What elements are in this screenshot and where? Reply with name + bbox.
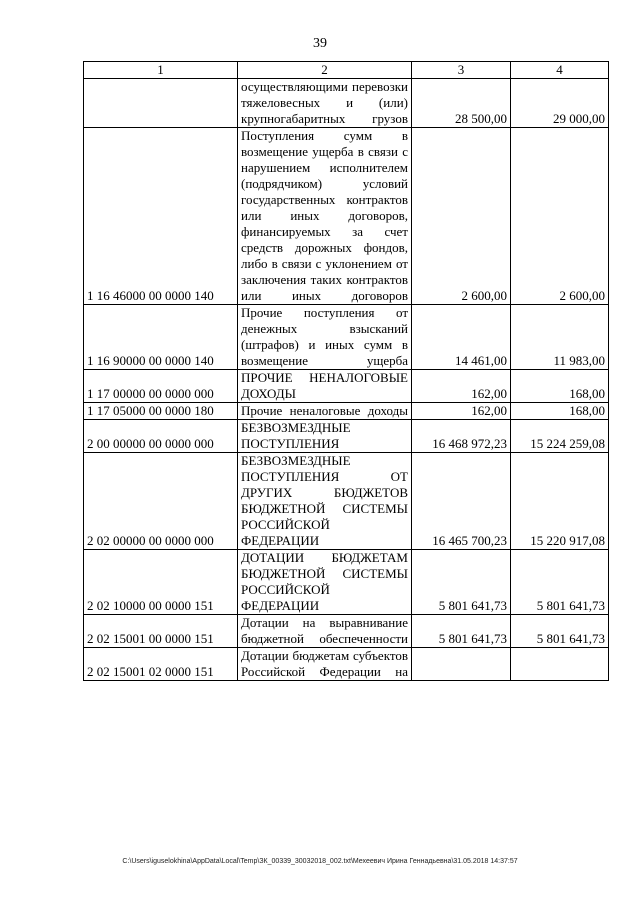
amount-col4: 5 801 641,73 <box>511 550 609 615</box>
amount-col3 <box>412 648 511 681</box>
page-number: 39 <box>313 36 327 51</box>
amount-col3: 28 500,00 <box>412 79 511 128</box>
column-header: 1 <box>84 62 238 79</box>
amount-col3: 162,00 <box>412 403 511 420</box>
budget-code: 2 02 15001 00 0000 151 <box>84 615 238 648</box>
budget-code: 2 02 00000 00 0000 000 <box>84 453 238 550</box>
amount-col3: 162,00 <box>412 370 511 403</box>
amount-col4: 11 983,00 <box>511 305 609 370</box>
column-number-row <box>84 62 609 79</box>
income-name: Дотации бюджетам субъектов Российской Федерации на <box>238 648 412 681</box>
income-name: ДОТАЦИИ БЮДЖЕТАМ БЮДЖЕТНОЙ СИСТЕМЫ РОССИЙСКОЙ ФЕДЕРАЦИИ <box>238 550 412 615</box>
amount-col4: 5 801 641,73 <box>511 615 609 648</box>
amount-col4: 168,00 <box>511 403 609 420</box>
table-row <box>84 370 609 403</box>
budget-code: 1 17 00000 00 0000 000 <box>84 370 238 403</box>
table-row <box>84 550 609 615</box>
budget-code: 2 02 15001 02 0000 151 <box>84 648 238 681</box>
income-name: Поступления сумм в возмещение ущерба в связи с нарушением исполнителем (подрядчиком) условий государственных контрактов или иных договоров, финансируемых за счет средств дорожных фондов, либо в связи с уклонением от заключения таких контрактов или иных договоров <box>238 128 412 305</box>
table-row <box>84 648 609 681</box>
column-header: 4 <box>511 62 609 79</box>
income-name: БЕЗВОЗМЕЗДНЫЕ ПОСТУПЛЕНИЯ <box>238 420 412 453</box>
amount-col3: 16 465 700,23 <box>412 453 511 550</box>
budget-code: 2 02 10000 00 0000 151 <box>84 550 238 615</box>
amount-col3: 14 461,00 <box>412 305 511 370</box>
amount-col4: 29 000,00 <box>511 79 609 128</box>
table-row <box>84 128 609 305</box>
budget-table <box>83 61 609 681</box>
table-row <box>84 615 609 648</box>
budget-code: 1 17 05000 00 0000 180 <box>84 403 238 420</box>
amount-col4: 15 220 917,08 <box>511 453 609 550</box>
budget-code: 2 00 00000 00 0000 000 <box>84 420 238 453</box>
amount-col4 <box>511 648 609 681</box>
amount-col4: 2 600,00 <box>511 128 609 305</box>
amount-col3: 16 468 972,23 <box>412 420 511 453</box>
income-name: Прочие неналоговые доходы <box>238 403 412 420</box>
file-path-footer: C:\Users\iguselokhina\AppData\Local\Temp\ЗК_00339_30032018_002.txt\Мехеевич Ирина Геннадьевна\31.05.2018 14:37:57 <box>122 858 518 865</box>
table-row <box>84 403 609 420</box>
amount-col3: 5 801 641,73 <box>412 550 511 615</box>
table-row <box>84 79 609 128</box>
income-name: осуществляющими перевозки тяжеловесных и (или) крупногабаритных грузов <box>238 79 412 128</box>
income-name: Дотации на выравнивание бюджетной обеспеченности <box>238 615 412 648</box>
budget-code: 1 16 90000 00 0000 140 <box>84 305 238 370</box>
table-row <box>84 305 609 370</box>
column-header: 2 <box>238 62 412 79</box>
amount-col3: 5 801 641,73 <box>412 615 511 648</box>
income-name: ПРОЧИЕ НЕНАЛОГОВЫЕ ДОХОДЫ <box>238 370 412 403</box>
budget-code <box>84 79 238 128</box>
table-row <box>84 420 609 453</box>
column-header: 3 <box>412 62 511 79</box>
table-row <box>84 453 609 550</box>
amount-col3: 2 600,00 <box>412 128 511 305</box>
amount-col4: 168,00 <box>511 370 609 403</box>
budget-code: 1 16 46000 00 0000 140 <box>84 128 238 305</box>
amount-col4: 15 224 259,08 <box>511 420 609 453</box>
income-name: БЕЗВОЗМЕЗДНЫЕ ПОСТУПЛЕНИЯ ОТ ДРУГИХ БЮДЖЕТОВ БЮДЖЕТНОЙ СИСТЕМЫ РОССИЙСКОЙ ФЕДЕРАЦИИ <box>238 453 412 550</box>
income-name: Прочие поступления от денежных взысканий (штрафов) и иных сумм в возмещение ущерба <box>238 305 412 370</box>
